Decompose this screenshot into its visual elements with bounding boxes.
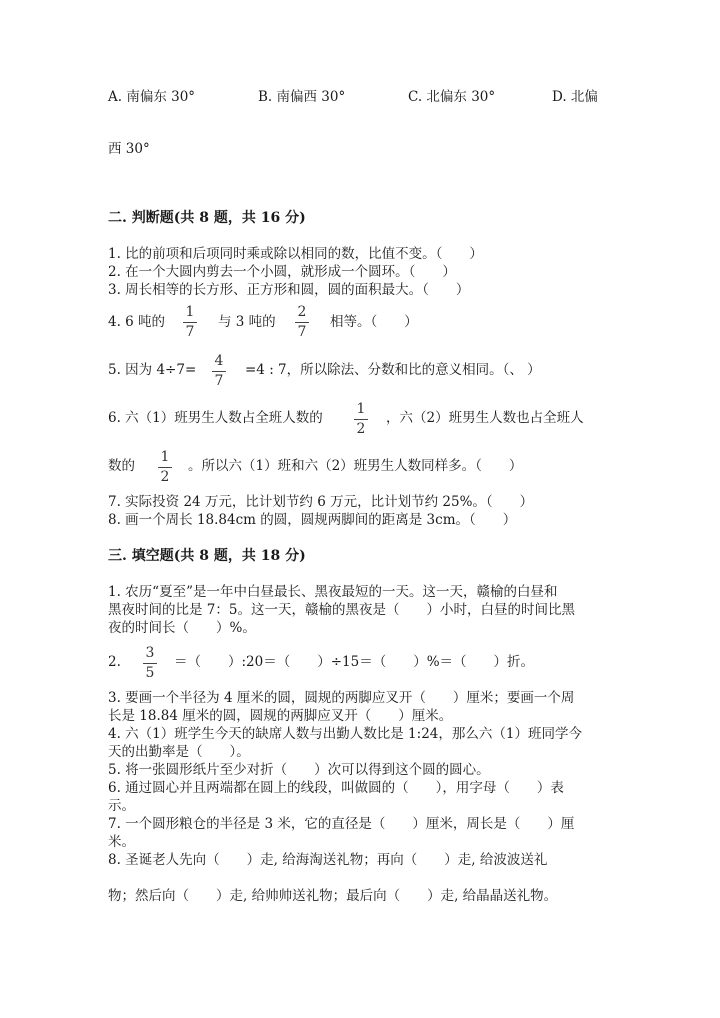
fraction-four-sevenths (211, 354, 227, 389)
judgment-question-6-text-b: ，六（2）班男生人数也占全班人 (386, 410, 584, 426)
judgment-question-5-text-b: =4 : 7，所以除法、分数和比的意义相同。（、 ） (245, 362, 541, 378)
fraction-one-seventh (182, 305, 198, 340)
fraction-denominator: 7 (214, 373, 224, 389)
fraction-numerator: 1 (185, 304, 195, 320)
fraction-denominator: 7 (297, 324, 307, 340)
judgment-question-6-text-c: 数的 (108, 458, 135, 474)
judgment-question-2: 2. 在一个大圆内剪去一个小圆，就形成一个圆环。（ ） (108, 264, 456, 280)
fill-question-3-line-2: 长是 18.84 厘米的圆，圆规的两脚应叉开（ ）厘米。 (108, 708, 453, 724)
option-a: A. 南偏东 30° (108, 89, 196, 105)
fraction-two-sevenths (294, 305, 310, 340)
fill-question-1-line-1: 1. 农历“夏至”是一年中白昼最长、黑夜最短的一天。这一天，赣榆的白昼和 (108, 584, 558, 600)
option-b: B. 南偏西 30° (258, 89, 346, 105)
fraction-denominator: 2 (356, 421, 366, 437)
fraction-bar (354, 419, 368, 420)
fill-question-7-line-2: 米。 (108, 834, 135, 850)
fraction-bar (158, 467, 172, 468)
fraction-numerator: 2 (297, 304, 307, 320)
fraction-denominator: 2 (160, 469, 170, 485)
fill-question-6-line-2: 示。 (108, 798, 135, 814)
fraction-three-fifths (142, 646, 158, 681)
judgment-question-5-text-a: 5. 因为 4÷7= (108, 362, 197, 378)
judgment-question-4-text-b: 与 3 吨的 (218, 314, 276, 330)
judgment-question-6-text-a: 6. 六（1）班男生人数占全班人数的 (108, 410, 323, 426)
fraction-bar (295, 322, 309, 323)
judgment-question-4-text-c: 相等。（ ） (330, 314, 418, 330)
judgment-question-7: 7. 实际投资 24 万元，比计划节约 6 万元，比计划节约 25%。（ ） (108, 494, 534, 510)
section-heading-judgment: 二. 判断题(共 8 题，共 16 分) (108, 210, 306, 226)
fill-question-5: 5. 将一张圆形纸片至少对折（ ）次可以得到这个圆的圆心。 (108, 762, 490, 778)
fill-question-6-line-1: 6. 通过圆心并且两端都在圆上的线段，叫做圆的（ ），用字母（ ）表 (108, 780, 564, 796)
fill-question-8-line-2: 物；然后向（ ）走, 给帅帅送礼物；最后向（ ）走, 给晶晶送礼物。 (108, 888, 558, 904)
fill-question-1-line-3: 夜的时间长（ ）%。 (108, 620, 256, 636)
fraction-bar (183, 322, 197, 323)
fraction-denominator: 7 (185, 324, 195, 340)
fill-question-3-line-1: 3. 要画一个半径为 4 厘米的圆，圆规的两脚应叉开（ ）厘米；要画一个周 (108, 690, 575, 706)
fill-question-8-line-1: 8. 圣诞老人先向（ ）走, 给海淘送礼物；再向（ ）走, 给波波送礼 (108, 852, 548, 868)
fill-question-4-line-2: 天的出勤率是（ ）。 (108, 744, 250, 760)
judgment-question-8: 8. 画一个周长 18.84cm 的圆，圆规两脚间的距离是 3cm。（ ） (108, 512, 517, 528)
fraction-one-half-second (157, 450, 173, 485)
option-c: C. 北偏东 30° (408, 89, 496, 105)
fill-question-1-line-2: 黑夜时间的比是 7：5。这一天，赣榆的黑夜是（ ）小时，白昼的时间比黑 (108, 602, 575, 618)
judgment-question-3: 3. 周长相等的长方形、正方形和圆，圆的面积最大。（ ） (108, 282, 470, 298)
option-d-continued: 西 30° (108, 141, 150, 157)
fraction-numerator: 1 (356, 401, 366, 417)
fraction-denominator: 5 (145, 665, 155, 681)
fraction-numerator: 3 (145, 645, 155, 661)
section-heading-fill-blank: 三. 填空题(共 8 题，共 18 分) (108, 548, 306, 564)
judgment-question-1: 1. 比的前项和后项同时乘或除以相同的数，比值不变。（ ） (108, 246, 483, 262)
fill-question-7-line-1: 7. 一个圆形粮仓的半径是 3 米，它的直径是（ ）厘米，周长是（ ）厘 (108, 816, 575, 832)
judgment-question-4-text-a: 4. 6 吨的 (108, 314, 166, 330)
fraction-bar (212, 371, 226, 372)
fill-question-2-number: 2. (108, 654, 121, 670)
fraction-numerator: 4 (214, 353, 224, 369)
fraction-one-half (353, 402, 369, 437)
fraction-numerator: 1 (160, 449, 170, 465)
fill-question-2-text: ＝（ ）:20＝（ ）÷15＝（ ）%＝（ ）折。 (174, 654, 535, 670)
fraction-bar (143, 663, 157, 664)
option-d: D. 北偏 (552, 89, 598, 105)
fill-question-4-line-1: 4. 六（1）班学生今天的缺席人数与出勤人数比是 1:24，那么六（1）班同学今 (108, 726, 582, 742)
judgment-question-6-text-d: 。所以六（1）班和六（2）班男生人数同样多。（ ） (188, 458, 523, 474)
